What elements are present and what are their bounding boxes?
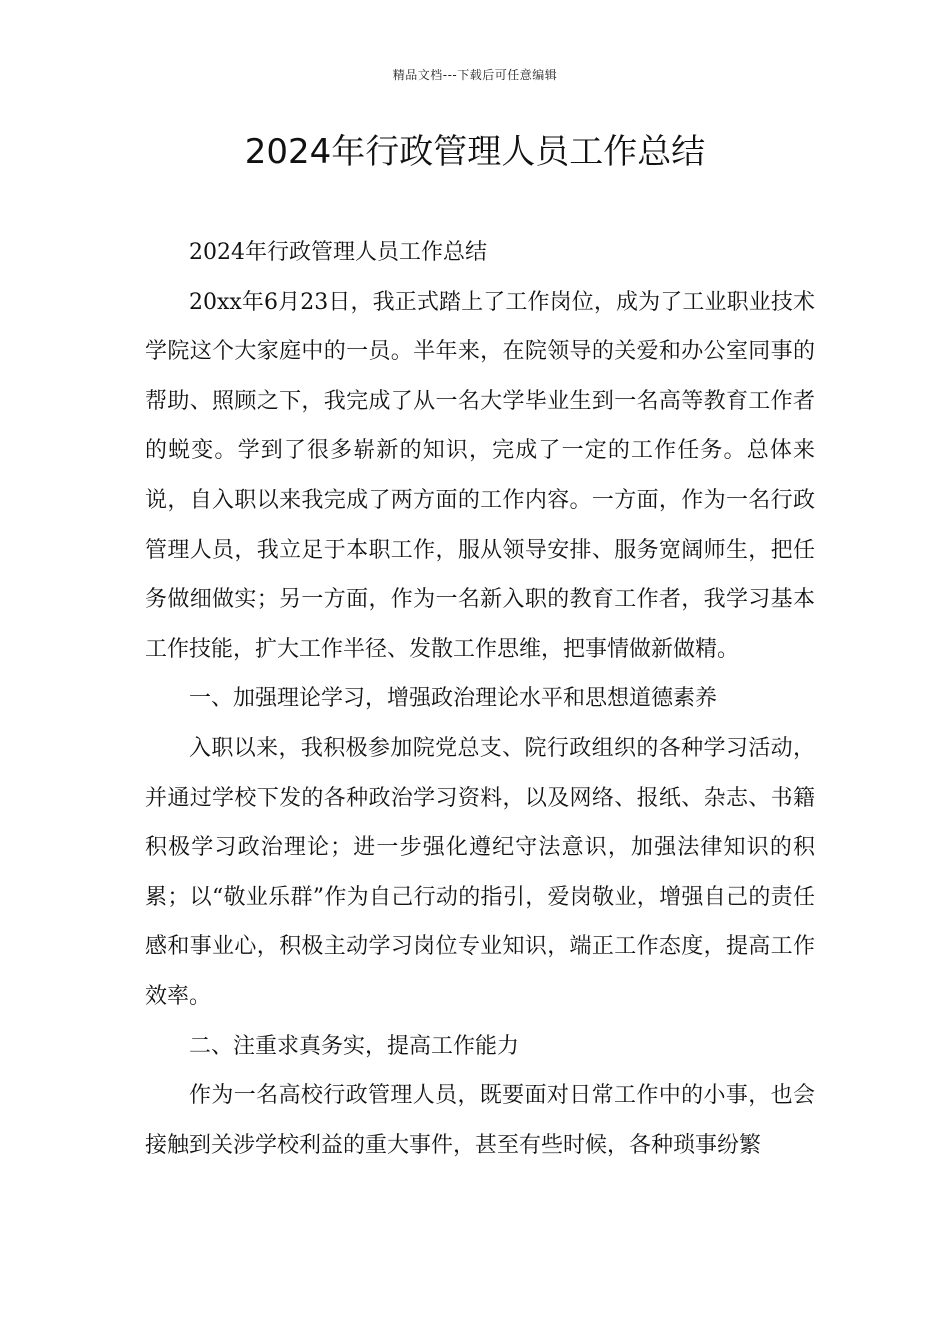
document-title: 2024年行政管理人员工作总结: [244, 132, 706, 172]
page-header-note: 精品文档---下载后可任意编辑: [392, 68, 558, 82]
paragraph-intro: 20xx年6月23日，我正式踏上了工作岗位，成为了工业职业技术学院这个大家庭中的一员。半年来，在院领导的关爱和办公室同事的帮助、照顾之下，我完成了从一名大学毕业生到一名高等教育工作者的蜕变。学到了很多崭新的知识，完成了一定的工作任务。总体来说，自入职以来我完成了两方面的工作内容。一方面，作为一名行政管理人员，我立足于本职工作，服从领导安排、服务宽阔师生，把任务做细做实；另一方面，作为一名新入职的教育工作者，我学习基本工作技能，扩大工作半径、发散工作思维，把事情做新做精。: [145, 289, 815, 662]
paragraph-section-1: 入职以来，我积极参加院党总支、院行政组织的各种学习活动，并通过学校下发的各种政治学习资料，以及网络、报纸、杂志、书籍积极学习政治理论；进一步强化遵纪守法意识，加强法律知识的积累；以“敬业乐群”作为自己行动的指引，爱岗敬业，增强自己的责任感和事业心，积极主动学习岗位专业知识，端正工作态度，提高工作效率。: [145, 735, 815, 1009]
document-body: [145, 228, 815, 1170]
section-heading-1: 一、加强理论学习，增强政治理论水平和思想道德素养: [189, 686, 718, 712]
section-heading-2: 二、注重求真务实，提高工作能力: [189, 1033, 520, 1059]
paragraph-subtitle: 2024年行政管理人员工作总结: [189, 240, 487, 265]
paragraph-section-2: 作为一名高校行政管理人员，既要面对日常工作中的小事，也会接触到关涉学校利益的重大事件，甚至有些时候，各种琐事纷繁: [145, 1083, 815, 1158]
